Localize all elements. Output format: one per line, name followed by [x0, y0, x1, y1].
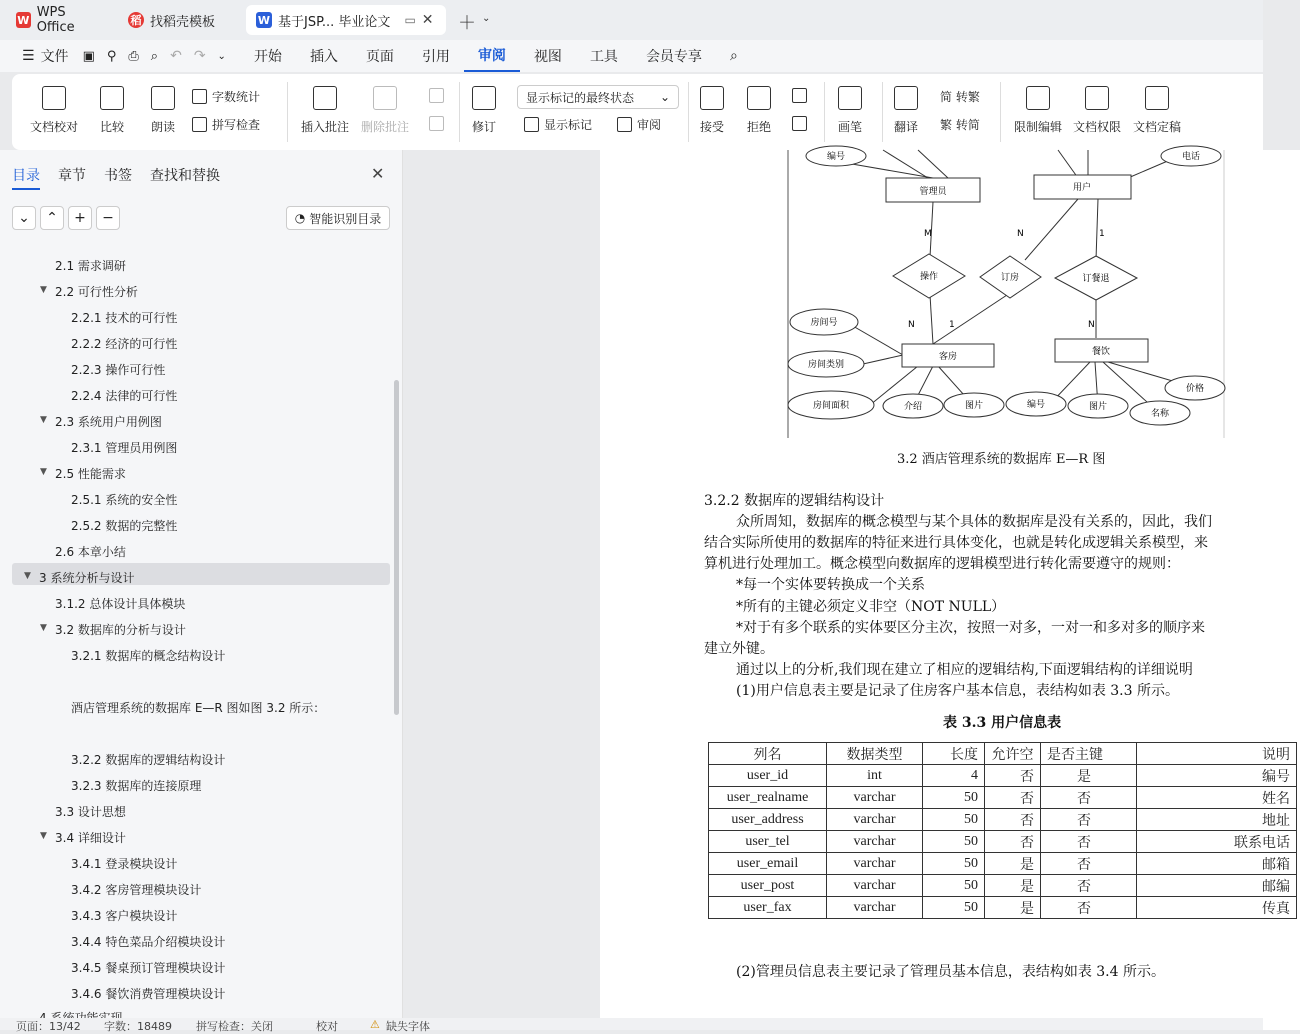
cell: varchar	[827, 831, 923, 853]
warning-icon: ⚠	[370, 1018, 380, 1031]
cell: 否	[1041, 809, 1137, 831]
cell: varchar	[827, 809, 923, 831]
chevron-down-icon: ⌄	[659, 90, 670, 104]
user-info-table	[708, 742, 1297, 919]
missing-font-status[interactable]: 缺失字体	[386, 1020, 430, 1033]
pen-icon	[838, 86, 862, 110]
toc-item[interactable]: 3.2 数据库的分析与设计	[55, 623, 186, 637]
doc-permission-button[interactable]: 文档权限	[1073, 86, 1121, 135]
toc-item[interactable]: 2.2.2 经济的可行性	[71, 337, 178, 351]
tab-bookmark[interactable]: 书签	[104, 168, 132, 184]
word-doc-icon: W	[257, 13, 271, 27]
relation-label: 订房	[1000, 273, 1020, 283]
attr-label: 图片	[964, 401, 984, 411]
read-aloud-icon	[151, 86, 175, 110]
cell: 是	[985, 853, 1041, 875]
toc-item[interactable]: 2.2.4 法律的可行性	[71, 389, 178, 403]
section-heading: 3.2.2 数据库的逻辑结构设计	[704, 493, 885, 509]
tab-label: 找稻壳模板	[150, 14, 216, 30]
er-diagram	[788, 150, 1226, 440]
cell: varchar	[827, 897, 923, 919]
read-aloud-button[interactable]: 朗读	[151, 86, 175, 135]
menu-page[interactable]: 页面	[365, 49, 394, 65]
show-markup-icon	[524, 117, 539, 132]
collapse-chevron-icon[interactable]: ⌄	[12, 206, 36, 230]
toc-item[interactable]: 3.1.2 总体设计具体模块	[55, 597, 186, 611]
rule-item: 建立外键。	[704, 641, 774, 657]
svg-text:N: N	[1088, 320, 1095, 330]
wps-logo-icon: W	[17, 13, 30, 27]
toc-item[interactable]: 3.3 设计思想	[55, 805, 126, 819]
translate-icon	[894, 86, 918, 110]
toc-item[interactable]: 3.4.3 客户模块设计	[71, 909, 178, 923]
toc-item[interactable]: 2.3 系统用户用例图	[55, 415, 162, 429]
cell: user_address	[709, 809, 827, 831]
entity-label: 餐饮	[1091, 347, 1111, 357]
entity-label: 用户	[1072, 183, 1092, 193]
cell: 50	[923, 787, 985, 809]
caret-down-icon[interactable]: ▼	[40, 623, 47, 633]
docer-logo-icon: 稻	[128, 12, 144, 28]
print-icon[interactable]: ⎙	[128, 48, 139, 64]
attr-label: 介绍	[903, 402, 923, 412]
toc-item[interactable]: 3.2.1 数据库的概念结构设计	[71, 649, 226, 663]
menu-file[interactable]: 文件	[40, 49, 69, 65]
cell: user_realname	[709, 787, 827, 809]
header-cell: 数据类型	[827, 743, 923, 765]
tab-document[interactable]	[246, 5, 446, 35]
toc-item[interactable]: 2.5 性能需求	[55, 467, 126, 481]
cell: varchar	[827, 853, 923, 875]
cell: 否	[985, 787, 1041, 809]
cell: 邮编	[1137, 875, 1297, 897]
status-bar	[0, 1018, 1263, 1033]
attr-label: 名称	[1150, 409, 1170, 419]
table-header-row	[709, 743, 1297, 765]
review-ribbon	[12, 74, 1263, 150]
pen-button[interactable]: 画笔	[838, 86, 862, 135]
cell: 否	[985, 809, 1041, 831]
menu-review[interactable]: 审阅	[464, 40, 520, 72]
cell: 是	[985, 897, 1041, 919]
entity-label: 客房	[938, 352, 958, 362]
translate-button[interactable]: 翻译	[894, 86, 918, 135]
cell: 4	[923, 765, 985, 787]
relation-label: 订餐退	[1082, 274, 1110, 284]
tab-list-chevron-icon[interactable]: ⌄	[482, 13, 491, 24]
redo-icon[interactable]: ↷	[193, 48, 206, 64]
attr-label: 编号	[1026, 400, 1046, 410]
lock-doc-icon	[1026, 86, 1050, 110]
header-cell: 列名	[709, 743, 827, 765]
cell: 邮箱	[1137, 853, 1297, 875]
finalize-button[interactable]: 文档定稿	[1133, 86, 1181, 135]
toc-item[interactable]: 3.4.2 客房管理模块设计	[71, 883, 202, 897]
caret-down-icon[interactable]: ▼	[40, 831, 47, 841]
cell: 否	[1041, 853, 1137, 875]
svg-text:N: N	[908, 320, 915, 330]
smart-toc-icon: ◔	[294, 211, 306, 225]
cell: varchar	[827, 875, 923, 897]
finalize-icon	[1145, 86, 1169, 110]
table-title: 表 3.3 用户信息表	[943, 715, 1062, 731]
cell: 50	[923, 809, 985, 831]
toc-item[interactable]: 2.1 需求调研	[55, 259, 126, 273]
attr-label: 编号	[826, 152, 846, 162]
tab-chapter[interactable]: 章节	[58, 168, 86, 184]
figure-caption: 3.2 酒店管理系统的数据库 E—R 图	[897, 452, 1106, 467]
cell: 50	[923, 875, 985, 897]
expand-chevron-icon[interactable]: ⌃	[40, 206, 64, 230]
cell: int	[827, 765, 923, 787]
toc-item[interactable]: 3.2.3 数据库的连接原理	[71, 779, 202, 793]
insert-comment-icon	[313, 86, 337, 110]
toc-item[interactable]: 3.4.5 餐桌预订管理模块设计	[71, 961, 226, 975]
spell-check-status[interactable]: 拼写检查：关闭	[196, 1020, 273, 1033]
insert-comment-button[interactable]: 插入批注	[301, 86, 349, 135]
review-pane-button[interactable]: 审阅	[617, 116, 661, 133]
cell: 是	[985, 875, 1041, 897]
revise-button[interactable]: 修订	[472, 86, 496, 135]
remove-heading-icon[interactable]: −	[96, 206, 120, 230]
cell: 50	[923, 853, 985, 875]
toc-item[interactable]: 3.2.2 数据库的逻辑结构设计	[71, 753, 226, 767]
table-row	[709, 809, 1297, 831]
to-traditional-button[interactable]: 简 转繁	[940, 90, 980, 104]
cell: user_post	[709, 875, 827, 897]
toc-item[interactable]: 2.6 本章小结	[55, 545, 126, 559]
attr-label: 电话	[1181, 152, 1201, 162]
tab-label: 基于JSP... 毕业论文	[278, 14, 391, 30]
permission-icon	[1085, 86, 1109, 110]
caret-down-icon[interactable]: ▼	[40, 285, 47, 295]
document-canvas	[403, 150, 1290, 1018]
window-tab-bar	[0, 0, 1263, 40]
table-row	[709, 831, 1297, 853]
toc-item[interactable]: 3.4.4 特色菜品介绍模块设计	[71, 935, 226, 949]
attr-label: 房间面积	[812, 401, 850, 411]
print-preview-icon[interactable]: ⌕	[150, 48, 159, 64]
header-cell: 长度	[923, 743, 985, 765]
menu-view[interactable]: 视图	[533, 49, 562, 65]
next-comment-icon[interactable]	[429, 116, 444, 131]
search-icon[interactable]: ⌕	[729, 48, 738, 64]
prev-comment-icon[interactable]	[429, 88, 444, 103]
toc-item[interactable]: 3.4 详细设计	[55, 831, 126, 845]
cell: varchar	[827, 787, 923, 809]
table-row	[709, 765, 1297, 787]
cell: user_fax	[709, 897, 827, 919]
cell: 否	[985, 765, 1041, 787]
word-count-button[interactable]: 字数统计	[192, 88, 260, 105]
doc-check-icon	[42, 86, 66, 110]
er-relations	[893, 254, 1137, 300]
show-markup-button[interactable]: 显示标记	[524, 116, 592, 133]
toc-item[interactable]: 3.4.6 餐饮消费管理模块设计	[71, 987, 226, 1001]
paragraph-line: 结合实际所使用的数据库的特征来进行具体变化，也就是转化成逻辑关系模型，来	[704, 535, 1208, 551]
cell: 否	[1041, 897, 1137, 919]
revise-icon	[472, 86, 496, 110]
paragraph-line: (2)管理员信息表主要记录了管理员基本信息，表结构如表 3.4 所示。	[736, 964, 1165, 980]
cell: 地址	[1137, 809, 1297, 831]
cell: 是	[1041, 765, 1137, 787]
to-simplified-button[interactable]: 繁 转简	[940, 118, 980, 132]
menu-bar	[0, 40, 1263, 72]
tab-find-replace[interactable]: 查找和替换	[150, 168, 220, 184]
table-row	[709, 853, 1297, 875]
prev-change-icon[interactable]	[792, 88, 807, 103]
attr-label: 价格	[1185, 384, 1205, 394]
compare-icon	[100, 86, 124, 110]
restrict-edit-button[interactable]: 限制编辑	[1014, 86, 1062, 135]
rule-item: *对于有多个联系的实体要区分主次，按照一对多，一对一和多对多的顺序来	[736, 620, 1205, 636]
cell: 姓名	[1137, 787, 1297, 809]
cell: 否	[1041, 787, 1137, 809]
menu-tools[interactable]: 工具	[589, 49, 618, 65]
rule-item: *每一个实体要转换成一个关系	[736, 577, 925, 593]
attr-label: 房间号	[810, 318, 838, 328]
close-pane-icon[interactable]: ✕	[371, 164, 385, 183]
doc-check-button[interactable]: 文档校对	[30, 86, 78, 135]
reject-button[interactable]: 拒绝	[747, 86, 771, 135]
toc-item[interactable]: 2.2.3 操作可行性	[71, 363, 166, 377]
toc-item[interactable]: 2.2.1 技术的可行性	[71, 311, 178, 325]
menu-reference[interactable]: 引用	[421, 49, 450, 65]
word-count-icon	[192, 89, 207, 104]
accept-icon	[700, 86, 724, 110]
svg-text:M: M	[924, 229, 932, 239]
spell-check-icon	[192, 117, 207, 132]
cell: user_tel	[709, 831, 827, 853]
navigation-pane	[0, 150, 403, 1018]
toc-item[interactable]: 2.5.1 系统的安全性	[71, 493, 178, 507]
svg-text:N: N	[1017, 229, 1024, 239]
caret-down-icon[interactable]: ▼	[40, 467, 47, 477]
compare-button[interactable]: 比较	[100, 86, 124, 135]
toc-item[interactable]: 2.3.1 管理员用例图	[71, 441, 178, 455]
svg-text:1: 1	[1099, 229, 1105, 239]
paragraph-line: 算机进行处理加工。概念模型向数据库的逻辑模型进行转化需要遵守的规则：	[704, 556, 1180, 572]
toc-item[interactable]: 3.4.1 登录模块设计	[71, 857, 178, 871]
menu-start[interactable]: 开始	[253, 49, 282, 65]
page-indicator[interactable]: 页面：13/42	[16, 1020, 81, 1033]
delete-comment-icon	[373, 86, 397, 110]
save-icon[interactable]: ▣	[82, 48, 95, 64]
tab-toc[interactable]: 目录	[12, 165, 40, 190]
table-row	[709, 875, 1297, 897]
spell-check-button[interactable]: 拼写检查	[192, 116, 260, 133]
toc-item-active[interactable]: 3 系统分析与设计	[39, 571, 135, 585]
word-count-indicator[interactable]: 字数：18489	[104, 1020, 172, 1033]
toc-item[interactable]: 酒店管理系统的数据库 E—R 图如图 3.2 所示：	[71, 701, 326, 715]
close-tab-icon[interactable]: ✕	[421, 12, 434, 28]
toc-item[interactable]: 2.5.2 数据的完整性	[71, 519, 178, 533]
attr-label: 图片	[1088, 402, 1108, 412]
document-page	[600, 150, 1300, 1030]
attr-label: 房间类别	[807, 360, 845, 370]
next-change-icon[interactable]	[792, 116, 807, 131]
table-row	[709, 897, 1297, 919]
cell: 否	[1041, 831, 1137, 853]
paragraph-line: (1)用户信息表主要是记录了住房客户基本信息，表结构如表 3.3 所示。	[736, 683, 1179, 699]
cell: user_email	[709, 853, 827, 875]
accept-button[interactable]: 接受	[700, 86, 724, 135]
caret-down-icon[interactable]: ▼	[24, 571, 31, 581]
cell: 传真	[1137, 897, 1297, 919]
tab-docer-templates[interactable]	[118, 5, 240, 35]
header-cell: 说明	[1137, 743, 1297, 765]
cell: user_id	[709, 765, 827, 787]
hamburger-icon[interactable]: ☰	[22, 48, 35, 64]
cell: 50	[923, 897, 985, 919]
toc-item[interactable]: 2.2 可行性分析	[55, 285, 138, 299]
header-cell: 允许空	[985, 743, 1041, 765]
rule-item: *所有的主键必须定义非空（NOT NULL）	[736, 599, 1006, 615]
review-pane-icon	[617, 117, 632, 132]
caret-down-icon[interactable]: ▼	[40, 415, 47, 425]
menu-insert[interactable]: 插入	[309, 49, 338, 65]
cell: 50	[923, 831, 985, 853]
markup-state-select[interactable]: 显示标记的最终状态 ⌄	[517, 85, 679, 109]
smart-toc-button[interactable]: ◔ 智能识别目录	[286, 206, 390, 230]
header-cell: 是否主键	[1041, 743, 1137, 765]
undo-icon[interactable]: ↶	[170, 48, 182, 64]
paragraph-line: 通过以上的分析,我们现在建立了相应的逻辑结构,下面逻辑结构的详细说明	[736, 662, 1193, 678]
menu-member[interactable]: 会员专享	[645, 49, 702, 65]
cell: 编号	[1137, 765, 1297, 787]
table-row	[709, 787, 1297, 809]
new-tab-icon[interactable]: ＋	[458, 13, 476, 34]
cell: 否	[985, 831, 1041, 853]
cell: 联系电话	[1137, 831, 1297, 853]
tab-wps-office[interactable]	[6, 5, 112, 35]
svg-text:1: 1	[949, 320, 955, 330]
paragraph-line: 众所周知，数据库的概念模型与某个具体的数据库是没有关系的，因此，我们	[736, 514, 1212, 530]
share-icon[interactable]: ⚲	[106, 48, 117, 64]
proof-status[interactable]: 校对	[316, 1020, 338, 1033]
tab-label: WPS Office	[36, 5, 75, 35]
toc-scrollbar[interactable]	[394, 380, 399, 715]
relation-label: 操作	[919, 272, 939, 282]
cell: 否	[1041, 875, 1137, 897]
reject-icon	[747, 86, 771, 110]
delete-comment-button[interactable]: 删除批注	[361, 86, 409, 135]
more-chevron-icon[interactable]: ⌄	[217, 50, 226, 62]
entity-label: 管理员	[919, 187, 947, 197]
add-heading-icon[interactable]: +	[68, 206, 92, 230]
restore-window-icon[interactable]: ▭	[404, 13, 416, 27]
